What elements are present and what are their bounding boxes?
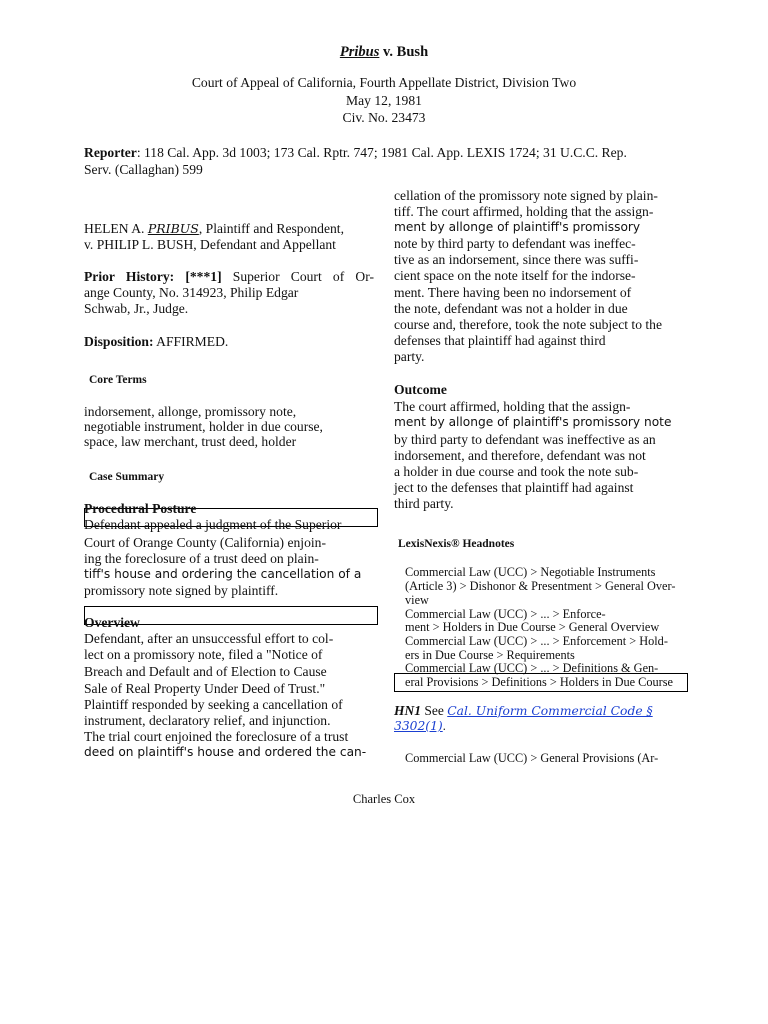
reporter-citation: : 118 Cal. App. 3d 1003; 173 Cal. Rptr. 747; 1981 Cal. App. LEXIS 1724; 31 U.C.C. Rep. — [136, 145, 627, 160]
procedural-posture-heading: Procedural Posture — [84, 501, 197, 516]
outcome-line-1: The court affirmed, holding that the assign- — [394, 399, 631, 414]
overview-line-8: deed on plaintiff's house and ordered the can- — [84, 745, 367, 759]
right-line-7: ment. There having been no indorsement of — [394, 285, 632, 300]
headnote-a-line-3: view — [405, 593, 429, 607]
civ-number: Civ. No. 23473 — [342, 110, 426, 125]
court-name: Court of Appeal of California, Fourth Appellate District, Division Two — [191, 75, 577, 90]
hn1-statute-link[interactable]: Cal. Uniform Commercial Code § — [447, 704, 653, 718]
core-terms-line-3: space, law merchant, trust deed, holder — [84, 434, 297, 449]
outcome-line-5: a holder in due course and took the note sub- — [394, 464, 639, 479]
right-line-2: tiff. The court affirmed, holding that the assign- — [394, 204, 654, 219]
right-line-10: defenses that plaintiff had against third — [394, 333, 606, 348]
headnote-b-line-2: ment > Holders in Due Course > General Overview — [405, 620, 660, 634]
core-terms-line-2: negotiable instrument, holder in due course, — [84, 419, 323, 434]
party-name-pribus: PRIBUS — [147, 221, 199, 236]
right-line-11: party. — [394, 349, 425, 364]
procedural-line-5: promissory note signed by plaintiff. — [84, 583, 279, 598]
headnote-a-line-1: Commercial Law (UCC) > Negotiable Instruments — [405, 565, 656, 579]
right-line-1: cellation of the promissory note signed by plain- — [394, 188, 658, 203]
disposition-label: Disposition: — [84, 334, 154, 349]
outcome-line-4: indorsement, and therefore, defendant was not — [394, 448, 646, 463]
case-title-rest: v. Bush — [379, 44, 429, 60]
prior-history-ref: [***1] — [185, 269, 222, 284]
headnote-d-line-2: eral Provisions > Definitions > Holders in Due Course — [405, 675, 673, 689]
procedural-line-4: tiff's house and ordering the cancellation of a — [84, 567, 362, 581]
headnote-d-line-1: Commercial Law (UCC) > ... > Definitions & Gen- — [405, 661, 659, 675]
reporter-line-1 — [84, 144, 704, 161]
reporter-line-2: Serv. (Callaghan) 599 — [84, 162, 203, 177]
overview-line-6: instrument, declaratory relief, and injunction. — [84, 713, 331, 728]
headnotes-heading: LexisNexis® Headnotes — [398, 538, 515, 550]
prior-history-text: Superior Court of Or- — [232, 269, 374, 284]
outcome-line-7: third party. — [394, 496, 454, 511]
core-terms-heading: Core Terms — [89, 374, 147, 386]
parties-line-1 — [84, 220, 374, 237]
overview-line-4: Sale of Real Property Under Deed of Trust." — [84, 681, 326, 696]
right-line-3: ment by allonge of plaintiff's promissory — [394, 220, 641, 234]
headnote-c-line-2: ers in Due Course > Requirements — [405, 648, 575, 662]
core-terms-line-1: indorsement, allonge, promissory note, — [84, 404, 297, 419]
overview-heading: Overview — [84, 615, 140, 630]
right-line-6: cient space on the note itself for the indorse- — [394, 268, 636, 283]
outcome-heading: Outcome — [394, 382, 447, 397]
parties-line-2: v. PHILIP L. BUSH, Defendant and Appellant — [84, 237, 336, 252]
procedural-line-3: ing the foreclosure of a trust deed on plain- — [84, 551, 319, 566]
disposition-value: AFFIRMED. — [153, 334, 229, 349]
headnote-a-line-2: (Article 3) > Dishonor & Presentment > General Over- — [405, 579, 676, 593]
right-line-9: course and, therefore, took the note subject to the — [394, 317, 663, 332]
outcome-line-6: ject to the defenses that plaintiff had against — [394, 480, 634, 495]
decision-date: May 12, 1981 — [346, 93, 422, 108]
prior-history-line-2: ange County, No. 314923, Philip Edgar — [84, 285, 299, 300]
headnote-b-line-1: Commercial Law (UCC) > ... > Enforce- — [405, 607, 606, 621]
prior-history-line-1 — [84, 268, 374, 285]
hn1-label: HN1 — [394, 703, 421, 718]
overview-line-7: The trial court enjoined the foreclosure of a trust — [84, 729, 349, 744]
case-summary-heading: Case Summary — [89, 471, 165, 483]
headnote-e-line-1: Commercial Law (UCC) > General Provisions (Ar- — [405, 751, 659, 765]
footer-author: Charles Cox — [352, 792, 416, 806]
overview-line-5: Plaintiff responded by seeking a cancellation of — [84, 697, 343, 712]
procedural-line-2: Court of Orange County (California) enjoin- — [84, 535, 326, 550]
reporter-label: Reporter — [84, 145, 137, 160]
hn1-period: . — [442, 719, 446, 733]
hn1-line-2 — [394, 718, 446, 735]
right-line-8: the note, defendant was not a holder in due — [394, 301, 628, 316]
hn1-statute-link-cont[interactable]: 3302(1) — [394, 719, 443, 733]
overview-line-2: lect on a promissory note, filed a "Notice of — [84, 647, 323, 662]
case-title-party: Pribus — [339, 44, 380, 60]
outcome-line-2: ment by allonge of plaintiff's promissory note — [394, 415, 672, 429]
party-prefix: HELEN A. — [84, 221, 148, 236]
overview-line-1: Defendant, after an unsuccessful effort to col- — [84, 631, 334, 646]
right-line-5: tive as an indorsement, since there was suffi- — [394, 252, 639, 267]
case-title — [0, 44, 768, 61]
disposition — [84, 333, 228, 350]
prior-history-line-3: Schwab, Jr., Judge. — [84, 301, 189, 316]
right-line-4: note by third party to defendant was ineffec- — [394, 236, 636, 251]
overview-line-3: Breach and Default and of Election to Cause — [84, 664, 327, 679]
headnote-c-line-1: Commercial Law (UCC) > ... > Enforcement > Hold- — [405, 634, 668, 648]
hn1-see: See — [421, 703, 448, 718]
procedural-line-1: Defendant appealed a judgment of the Superior — [84, 517, 342, 532]
prior-history-label: Prior History: — [84, 269, 175, 284]
outcome-line-3: by third party to defendant was ineffective as an — [394, 432, 656, 447]
party-role: , Plaintiff and Respondent, — [198, 221, 344, 236]
